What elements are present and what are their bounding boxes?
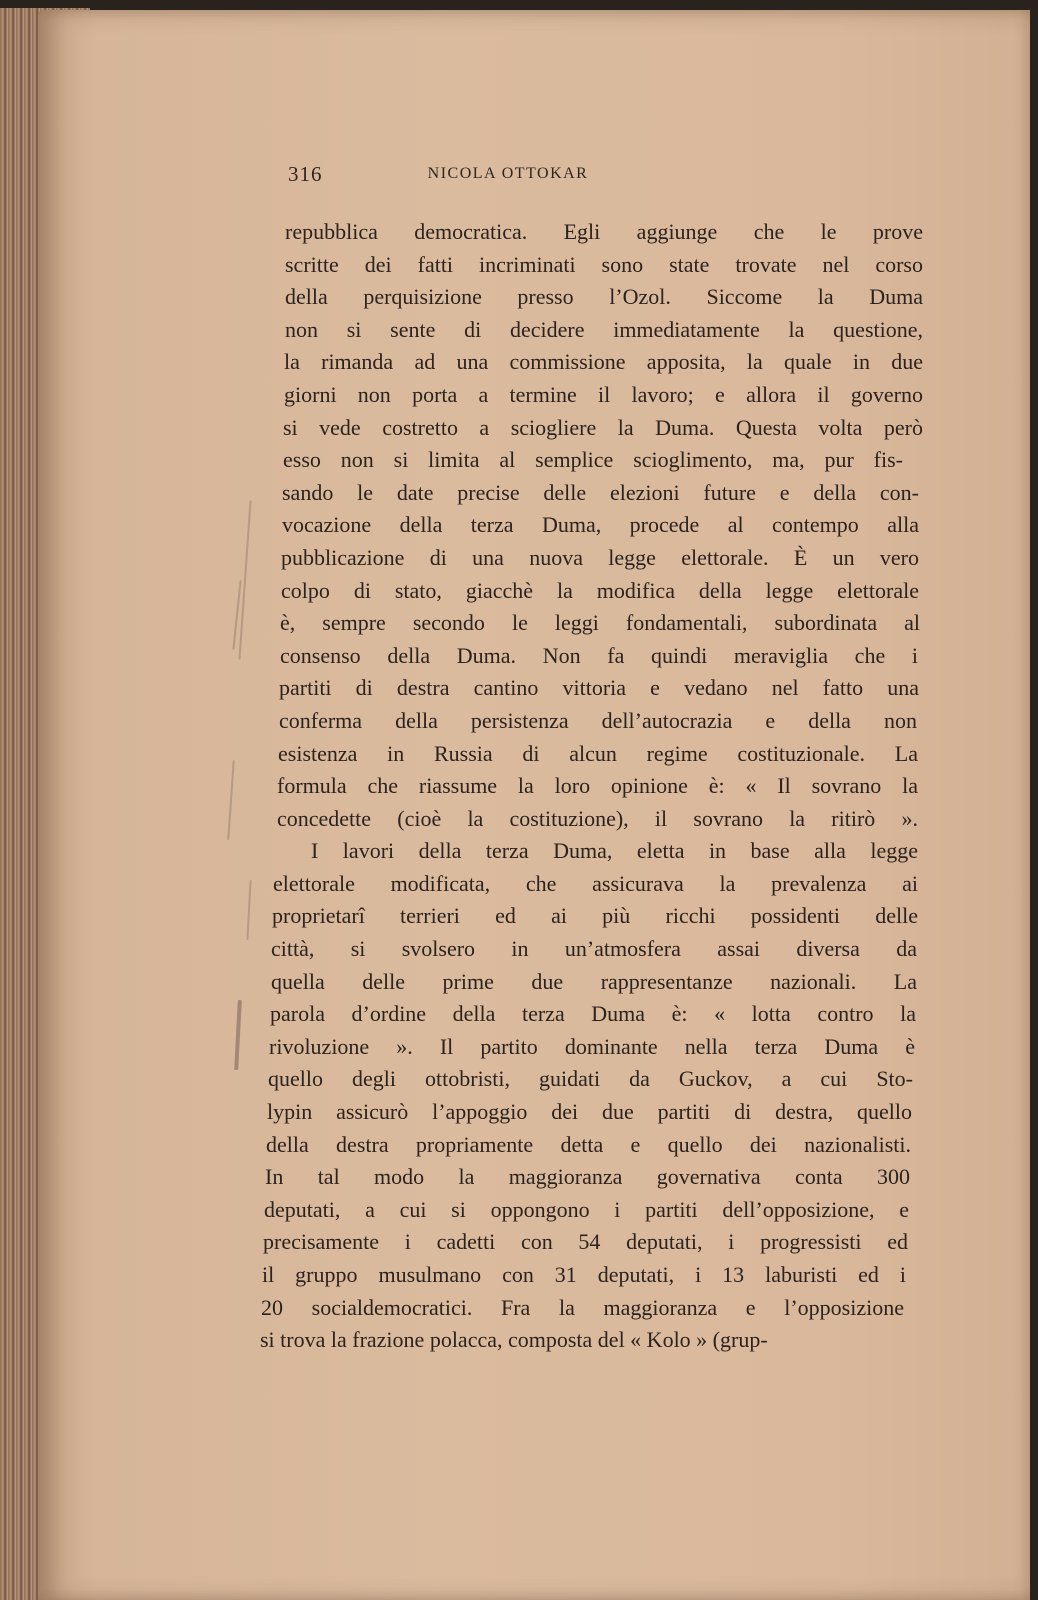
text-line: esso non si limita al semplice scioglimento, ma, pur fis-: [283, 447, 903, 473]
text-line: 20 socialdemocratici. Fra la maggioranza e l’opposizione: [261, 1294, 904, 1320]
text-line: giorni non porta a termine il lavoro; e allora il governo: [284, 381, 923, 407]
text-line: non si sente di decidere immediatamente la questione,: [285, 316, 923, 342]
body-text: [260, 216, 923, 1357]
text-line: lypin assicurò l’appoggio dei due partiti di destra, quello: [267, 1099, 912, 1125]
text-line: consenso della Duma. Non fa quindi meraviglia che i: [280, 642, 918, 668]
text-line: si vede costretto a sciogliere la Duma. Questa volta però: [283, 414, 923, 440]
text-line: conferma della persistenza dell’autocrazia e della non: [279, 707, 917, 733]
text-line: città, si svolsero in un’atmosfera assai diversa da: [271, 936, 917, 962]
text-line: proprietarî terrieri ed ai più ricchi possidenti delle: [272, 903, 918, 929]
text-line: In tal modo la maggioranza governativa conta 300: [265, 1164, 910, 1190]
text-line: della perquisizione presso l’Ozol. Siccome la Duma: [285, 284, 923, 310]
text-line: quella delle prime due rappresentanze nazionali. La: [271, 968, 917, 994]
running-head: NICOLA OTTOKAR: [427, 165, 589, 182]
text-line: I lavori della terza Duma, eletta in base alla legge: [311, 838, 918, 864]
text-line: colpo di stato, giacchè la modifica della legge elettorale: [281, 577, 919, 603]
text-line: il gruppo musulmano con 31 deputati, i 13 laburisti ed i: [262, 1262, 906, 1287]
text-line: scritte dei fatti incriminati sono state trovate nel corso: [285, 251, 923, 277]
text-line: sando le date precise delle elezioni future e della con-: [282, 479, 919, 505]
text-line: deputati, a cui si oppongono i partiti dell’opposizione, e: [264, 1196, 909, 1222]
text-line: parola d’ordine della terza Duma è: « lotta contro la: [270, 1001, 916, 1027]
page-number: 316: [288, 162, 323, 186]
text-line: formula che riassume la loro opinione è: « Il sovrano la: [277, 773, 918, 799]
text-line: vocazione della terza Duma, procede al contempo alla: [282, 512, 919, 538]
text-line: esistenza in Russia di alcun regime costituzionale. La: [278, 740, 918, 766]
text-line: si trova la frazione polacca, composta del « Kolo » (grup-: [260, 1327, 768, 1353]
page-header: [288, 162, 696, 190]
text-line: repubblica democratica. Egli aggiunge che le prove: [285, 219, 923, 244]
text-line: pubblicazione di una nuova legge elettorale. È un vero: [281, 544, 919, 570]
text-line: quello degli ottobristi, guidati da Guckov, a cui Sto-: [268, 1066, 913, 1092]
text-line: della destra propriamente detta e quello dei nazionalisti.: [266, 1131, 911, 1157]
text-line: rivoluzione ». Il partito dominante nella terza Duma è: [269, 1033, 915, 1059]
text-line: elettorale modificata, che assicurava la prevalenza ai: [273, 870, 918, 896]
text-line: la rimanda ad una commissione apposita, la quale in due: [284, 349, 923, 375]
text-line: concedette (cioè la costituzione), il sovrano la ritirò ».: [277, 805, 918, 831]
text-line: precisamente i cadetti con 54 deputati, i progressisti ed: [263, 1229, 908, 1255]
text-line: partiti di destra cantino vittoria e vedano nel fatto una: [279, 675, 919, 701]
text-line: è, sempre secondo le leggi fondamentali, subordinata al: [280, 610, 920, 636]
